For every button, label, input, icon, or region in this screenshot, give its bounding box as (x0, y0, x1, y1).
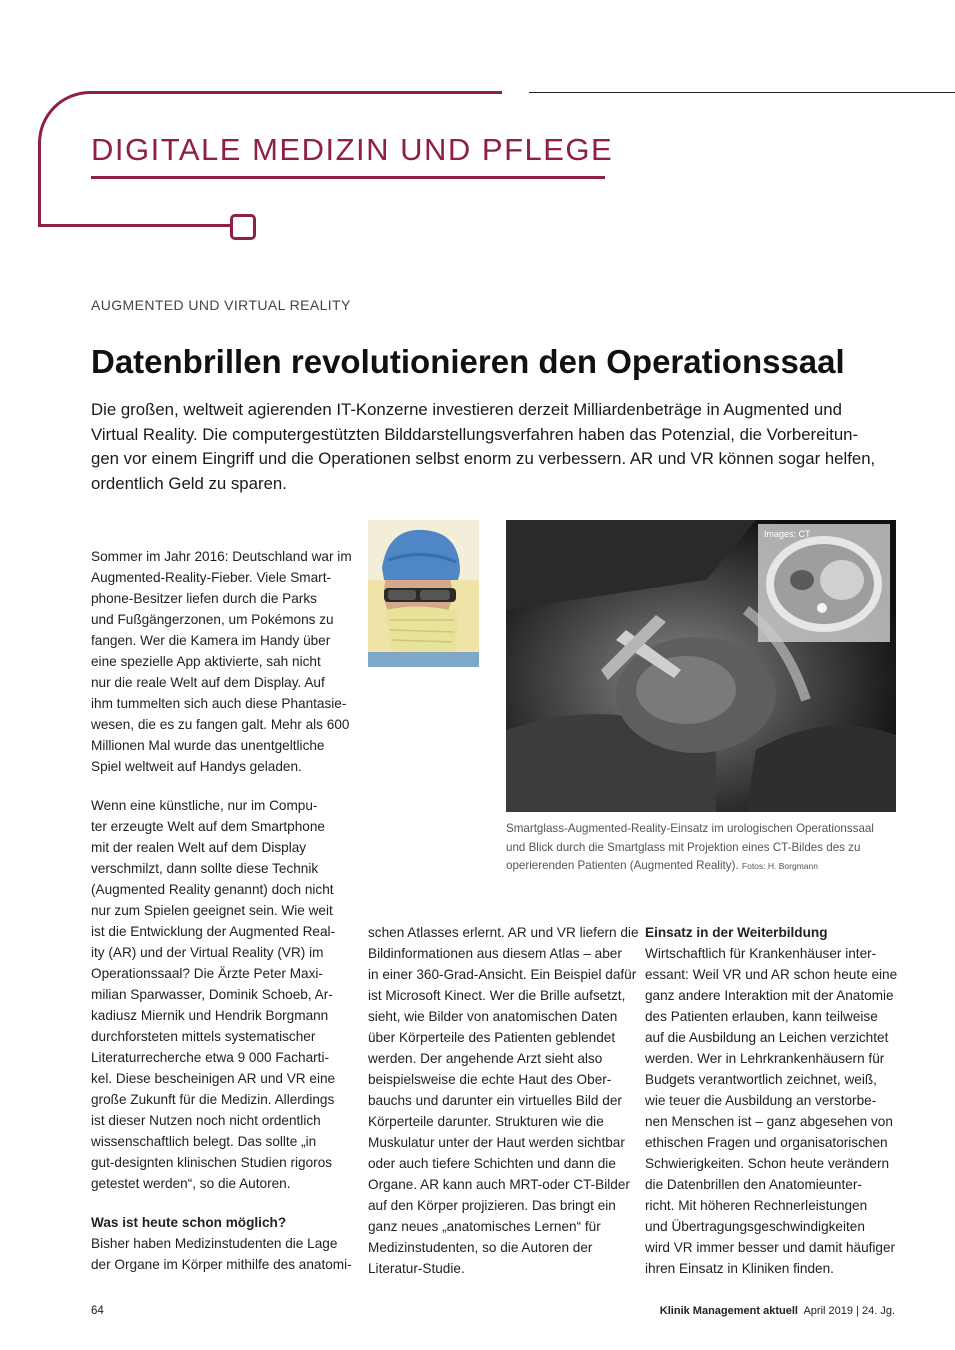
section-title-underline (91, 176, 605, 179)
body-line: über Körperteile des Patienten geblendet (368, 1030, 616, 1045)
body-line: werden. Der angehende Arzt sieht also (368, 1051, 603, 1066)
body-line: Körperteile darunter. Strukturen wie die (368, 1114, 604, 1129)
body-line: Muskulatur unter der Haut werden sichtbar (368, 1135, 625, 1150)
body-line: oder auch tiefere Schichten und dann die (368, 1156, 616, 1171)
body-line: mit der realen Welt auf dem Display (91, 840, 307, 855)
article-column-2 (368, 922, 639, 1279)
body-line: schen Atlasses erlernt. AR und VR liefern die (368, 925, 639, 940)
body-line: ethischen Fragen und organisatorischen (645, 1135, 888, 1150)
body-line: werden. Wer in Lehrkrankenhäusern für (645, 1051, 885, 1066)
body-line: gut-designten klinischen Studien rigoros (91, 1155, 333, 1170)
magazine-name: Klinik Management aktuell (659, 1305, 798, 1317)
operating-room-photo (506, 520, 896, 812)
body-line: wesen, die es zu fangen galt. Mehr als 600 (91, 717, 350, 732)
paragraph-gap (91, 777, 346, 795)
body-line: die Datenbrillen den Anatomieunter- (645, 1177, 862, 1192)
body-line: ter erzeugte Welt auf dem Smartphone (91, 819, 325, 834)
body-line: ity (AR) und der Virtual Reality (VR) im (91, 945, 324, 960)
body-line: ganz andere Interaktion mit der Anatomie (645, 988, 894, 1003)
body-line: nur zum Spielen geeignet sein. Wie weit (91, 903, 333, 918)
body-line: nur die reale Welt auf dem Display. Auf (91, 675, 325, 690)
section-title: DIGITALE MEDIZIN UND PFLEGE (91, 132, 614, 167)
body-line: eine spezielle App aktivierte, sah nicht (91, 654, 321, 669)
body-line: fangen. Wer die Kamera im Handy über (91, 633, 331, 648)
issue-info: April 2019 | 24. Jg. (803, 1305, 895, 1317)
body-line: ihm tummelten sich auch diese Phantasie- (91, 696, 347, 711)
body-line: Bildinformationen aus diesem Atlas – aber (368, 946, 622, 961)
article-kicker: AUGMENTED UND VIRTUAL REALITY (91, 297, 351, 313)
body-line: (Augmented Reality genannt) doch nicht (91, 882, 334, 897)
page-number: 64 (91, 1305, 104, 1317)
body-line: beispielsweise die echte Haut des Ober- (368, 1072, 612, 1087)
body-line: ist Microsoft Kinect. Wer die Brille aufsetzt, (368, 988, 626, 1003)
section-frame-top (90, 91, 502, 94)
lead-line: Virtual Reality. Die computergestützten Bilddarstellungsverfahren haben das Potenzial, die Vorbereitun- (91, 424, 859, 444)
body-line: und Übertragungsgeschwindigkeiten (645, 1219, 865, 1234)
body-line: ihren Einsatz in Kliniken finden. (645, 1261, 834, 1276)
article-lead (91, 398, 906, 496)
lead-line: Die großen, weltweit agierenden IT-Konzerne investieren derzeit Milliardenbeträge in Augmented und (91, 400, 842, 419)
body-line: verschmilzt, dann sollte diese Technik (91, 861, 319, 876)
body-line: der Organe im Körper mithilfe des anatomi- (91, 1257, 352, 1272)
lead-line: gen vor einem Eingriff und die Operationen selbst enorm zu verbessern. AR und VR können sogar helfen, (91, 449, 876, 468)
body-line: Medizinstudenten, so die Autoren der (368, 1240, 593, 1255)
body-line: Sommer im Jahr 2016: Deutschland war im (91, 549, 352, 564)
body-line: Literaturrecherche etwa 9 000 Facharti- (91, 1050, 330, 1065)
body-line: ganz neues „anatomisches Lernen“ für (368, 1219, 601, 1234)
body-line: bauchs und darunter ein virtuelles Bild der (368, 1093, 622, 1108)
body-line: ist dieser Nutzen noch nicht ordentlich (91, 1113, 321, 1128)
caption-line: Smartglass-Augmented-Reality-Einsatz im urologischen Operationssaal (506, 822, 874, 835)
body-line: wird VR immer besser und damit häufiger (645, 1240, 896, 1255)
image-label: Images: CT (764, 529, 811, 539)
body-line: ist die Entwicklung der Augmented Real- (91, 924, 336, 939)
body-line: wissenschaftlich belegt. Das sollte „in (91, 1134, 317, 1149)
body-line: in einer 360-Grad-Ansicht. Ein Beispiel dafür (368, 967, 637, 982)
section-frame-left (38, 145, 41, 225)
paragraph-gap (91, 1194, 346, 1212)
header-rule (529, 92, 955, 93)
surgeon-portrait-image (368, 520, 479, 667)
column-3-body (645, 943, 900, 1279)
caption-text: operierenden Patienten (Augmented Reality). (506, 859, 739, 872)
body-line: Literatur-Studie. (368, 1261, 465, 1276)
body-line: große Zukunft für die Medizin. Allerdings (91, 1092, 335, 1107)
subheading: Was ist heute schon möglich? (91, 1215, 287, 1230)
body-line: sieht, wie Bilder von anatomischen Daten (368, 1009, 618, 1024)
article-column-3 (645, 922, 900, 1279)
body-line: Millionen Mal wurde das unentgeltliche (91, 738, 325, 753)
section-frame-square (230, 214, 256, 240)
photo-caption (506, 820, 906, 876)
subheading-weiterbildung: Einsatz in der Weiterbildung (645, 925, 828, 940)
body-line: Wirtschaftlich für Krankenhäuser inter- (645, 946, 877, 961)
body-line: kadiusz Miernik und Hendrik Borgmann (91, 1008, 329, 1023)
body-line: auf den Körper projizieren. Das bringt ein (368, 1198, 616, 1213)
body-line: Spiel weltweit auf Handys geladen. (91, 759, 302, 774)
footer-publication (620, 1305, 895, 1317)
body-line: milian Sparwasser, Dominik Schoeb, Ar- (91, 987, 333, 1002)
section-frame-corner (38, 91, 98, 151)
body-line: phone-Besitzer liefen durch die Parks (91, 591, 317, 606)
body-line: Schwierigkeiten. Schon heute verändern (645, 1156, 890, 1171)
body-line: Budgets verantwortlich zeichnet, weiß, (645, 1072, 877, 1087)
smartglass-view-image (506, 520, 896, 812)
body-line: des Patienten erlauben, kann teilweise (645, 1009, 878, 1024)
body-line: durchforsteten mittels systematischer (91, 1029, 316, 1044)
article-column-1 (91, 546, 352, 1275)
body-line: richt. Mit höheren Rechnerleistungen (645, 1198, 868, 1213)
article-headline: Datenbrillen revolutionieren den Operationssaal (91, 343, 845, 380)
body-line: kel. Diese bescheinigen AR und VR eine (91, 1071, 336, 1086)
body-line: und Fußgängerzonen, um Pokémons zu (91, 612, 334, 627)
lead-line: ordentlich Geld zu sparen. (91, 473, 287, 493)
body-line: getestet werden“, so die Autoren. (91, 1176, 291, 1191)
body-line: wie teuer die Ausbildung an verstorbe- (645, 1093, 877, 1108)
body-line: Wenn eine künstliche, nur im Compu- (91, 798, 318, 813)
body-line: Augmented-Reality-Fieber. Viele Smart- (91, 570, 332, 585)
body-line: Organe. AR kann auch MRT-oder CT-Bilder (368, 1177, 630, 1192)
body-line: Operationssaal? Die Ärzte Peter Maxi- (91, 966, 323, 981)
caption-line (506, 857, 906, 876)
section-frame-bottom (38, 224, 231, 227)
body-line: nen Menschen ist – ganz abgesehen von (645, 1114, 893, 1129)
surgeon-portrait-photo (368, 520, 479, 667)
body-line: essant: Weil VR und AR schon heute eine (645, 967, 898, 982)
body-line: Bisher haben Medizinstudenten die Lage (91, 1236, 338, 1251)
photo-credit: Fotos: H. Borgmann (741, 861, 818, 871)
body-line: auf die Ausbildung an Leichen verzichtet (645, 1030, 889, 1045)
caption-line: und Blick durch die Smartglass mit Projektion eines CT-Bildes des zu (506, 840, 861, 854)
